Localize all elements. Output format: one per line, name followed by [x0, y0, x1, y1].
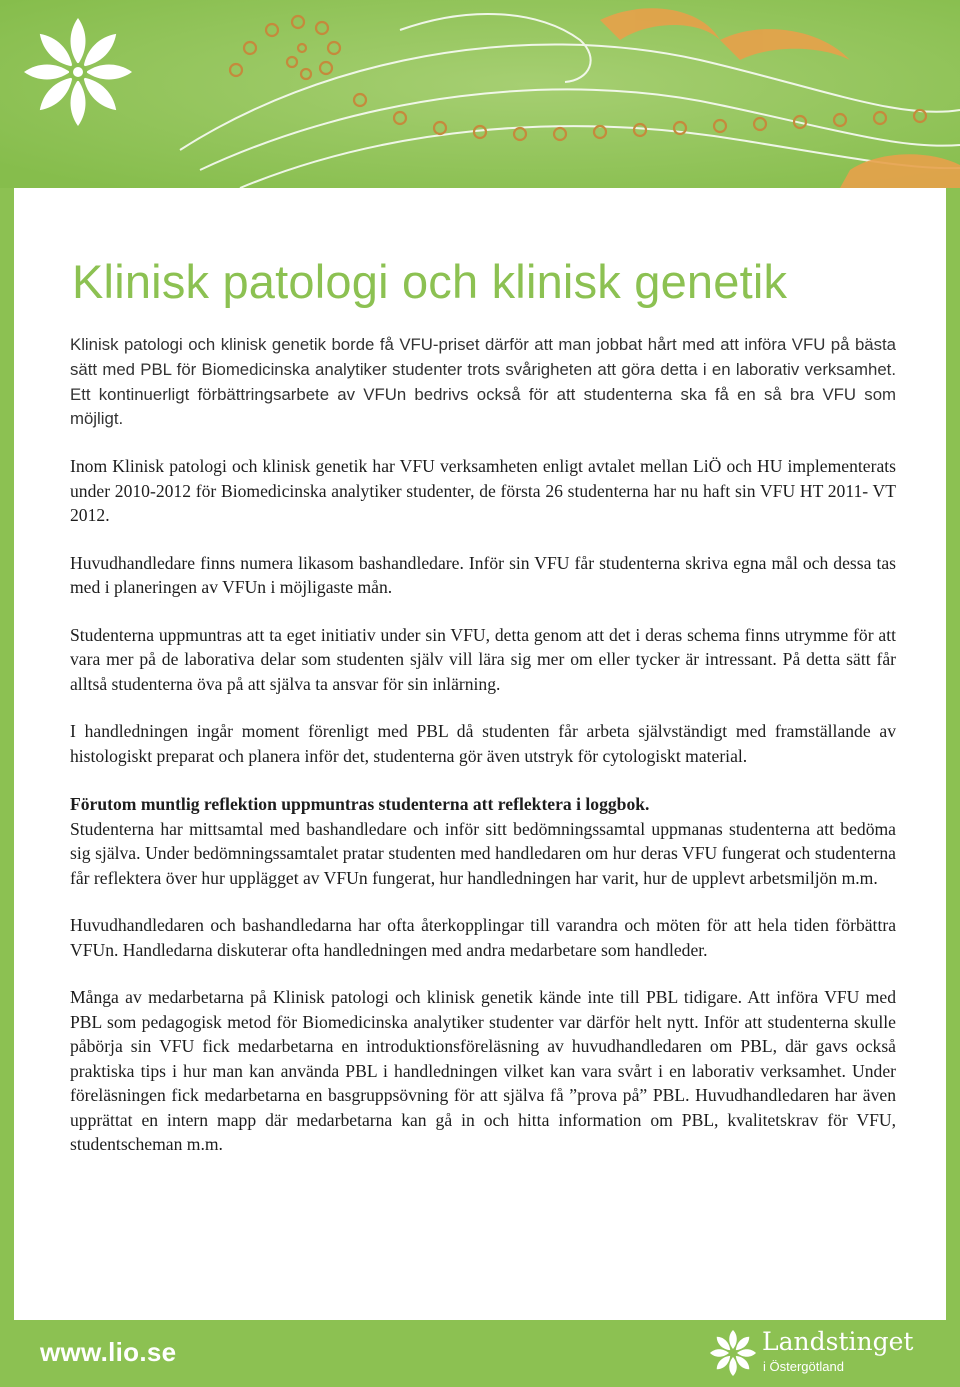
right-border: [946, 188, 960, 1320]
footer-bar: [0, 1320, 960, 1387]
left-border: [0, 188, 14, 1320]
flower-swirl-decoration: [0, 0, 960, 188]
page-title: Klinisk patologi och klinisk genetik: [72, 255, 788, 308]
paragraph: Huvudhandledaren och bashandledarna har ofta återkopplingar till varandra och möten för att hela tiden förbättra VFUn. Handledarna diskuterar ofta handledningen med andra medarbetare som handleder.: [70, 915, 896, 960]
paragraph: Studenterna uppmuntras att ta eget initiativ under sin VFU, detta genom att det i deras schema finns utrymme för att vara mer på de laborativa delar som studenten själv vill lära sig mer om eller tycker är intressant. På detta sätt får alltså studenterna öva på att själva ta ansvar för sin inlärning.: [70, 624, 896, 694]
header-banner: [0, 0, 960, 188]
white-flower-icon: [24, 18, 132, 126]
paragraph: I handledningen ingår moment förenligt med PBL då studenten får arbeta självständigt med framställande av histologiskt preparat och planera inför det, studenterna gör även utstryk för cytologiskt material.: [70, 721, 896, 766]
paragraph: Inom Klinisk patologi och klinisk genetik har VFU verksamheten enligt avtalet mellan LiÖ och HU implementerats under 2010-2012 för Biomedicinska analytiker studenter, de första 26 studenterna har nu haft sin VFU HT 2011- VT 2012.: [70, 456, 896, 526]
paragraph: Studenterna har mittsamtal med bashandledare och inför sitt bedömningssamtal uppmanas studenterna att bedöma sig själva. Under bedömningssamtalet pratar studenten med handledaren om hur deras VFU fungerat och studenterna får reflektera över hur upplägget av VFUn fungerat, hur handledningen har varit, hur de upplevt arbetsmiljön m.m.: [70, 818, 896, 888]
landstinget-flower-icon: [710, 1328, 756, 1378]
paragraph: Huvudhandledare finns numera likasom bashandledare. Inför sin VFU får studenterna skriva egna mål och dessa tas med i planeringen av VFUn i möjligaste mån.: [70, 552, 896, 598]
bold-heading: Förutom muntlig reflektion uppmuntras studenterna att reflektera i loggbok.: [70, 794, 650, 815]
paragraph: Många av medarbetarna på Klinisk patologi och klinisk genetik kände inte till PBL tidigare. Att införa VFU med PBL som pedagogisk metod för Biomedicinska analytiker studenter var därför helt nytt. Inför att studenterna skulle påbörja sin VFU fick medarbetarna en introduktionsföreläsning av huvudhandledaren om PBL, där gavs också praktiska tips i hur man kan använda PBL i handledningen vilket kan vara svårt i en laborativ verksamhet. Under föreläsningen fick medarbetarna en basgruppsövning för att själva få ”prova på” PBL. Huvudhandledaren har även upprättat en intern mapp där medarbetarna kan gå in och hitta information om PBL, kvalitetskrav för VFU, studentscheman m.m.: [70, 987, 896, 1155]
lead-paragraph: Klinisk patologi och klinisk genetik borde få VFU-priset därför att man jobbat hårt med att införa VFU på bästa sätt med PBL för Biomedicinska analytiker studenter trots svårigheten att göra detta i en laborativ verksamhet. Ett kontinuerligt förbättringsarbete av VFUn bedrivs också för att studenterna ska få en så bra VFU som möjligt.: [70, 335, 896, 429]
logo-region: i Östergötland: [763, 1359, 844, 1374]
article-body: [70, 333, 896, 1157]
landstinget-logo: [710, 1326, 930, 1382]
logo-name: Landstinget: [762, 1327, 914, 1356]
footer-url-link[interactable]: www.lio.se: [40, 1337, 177, 1367]
